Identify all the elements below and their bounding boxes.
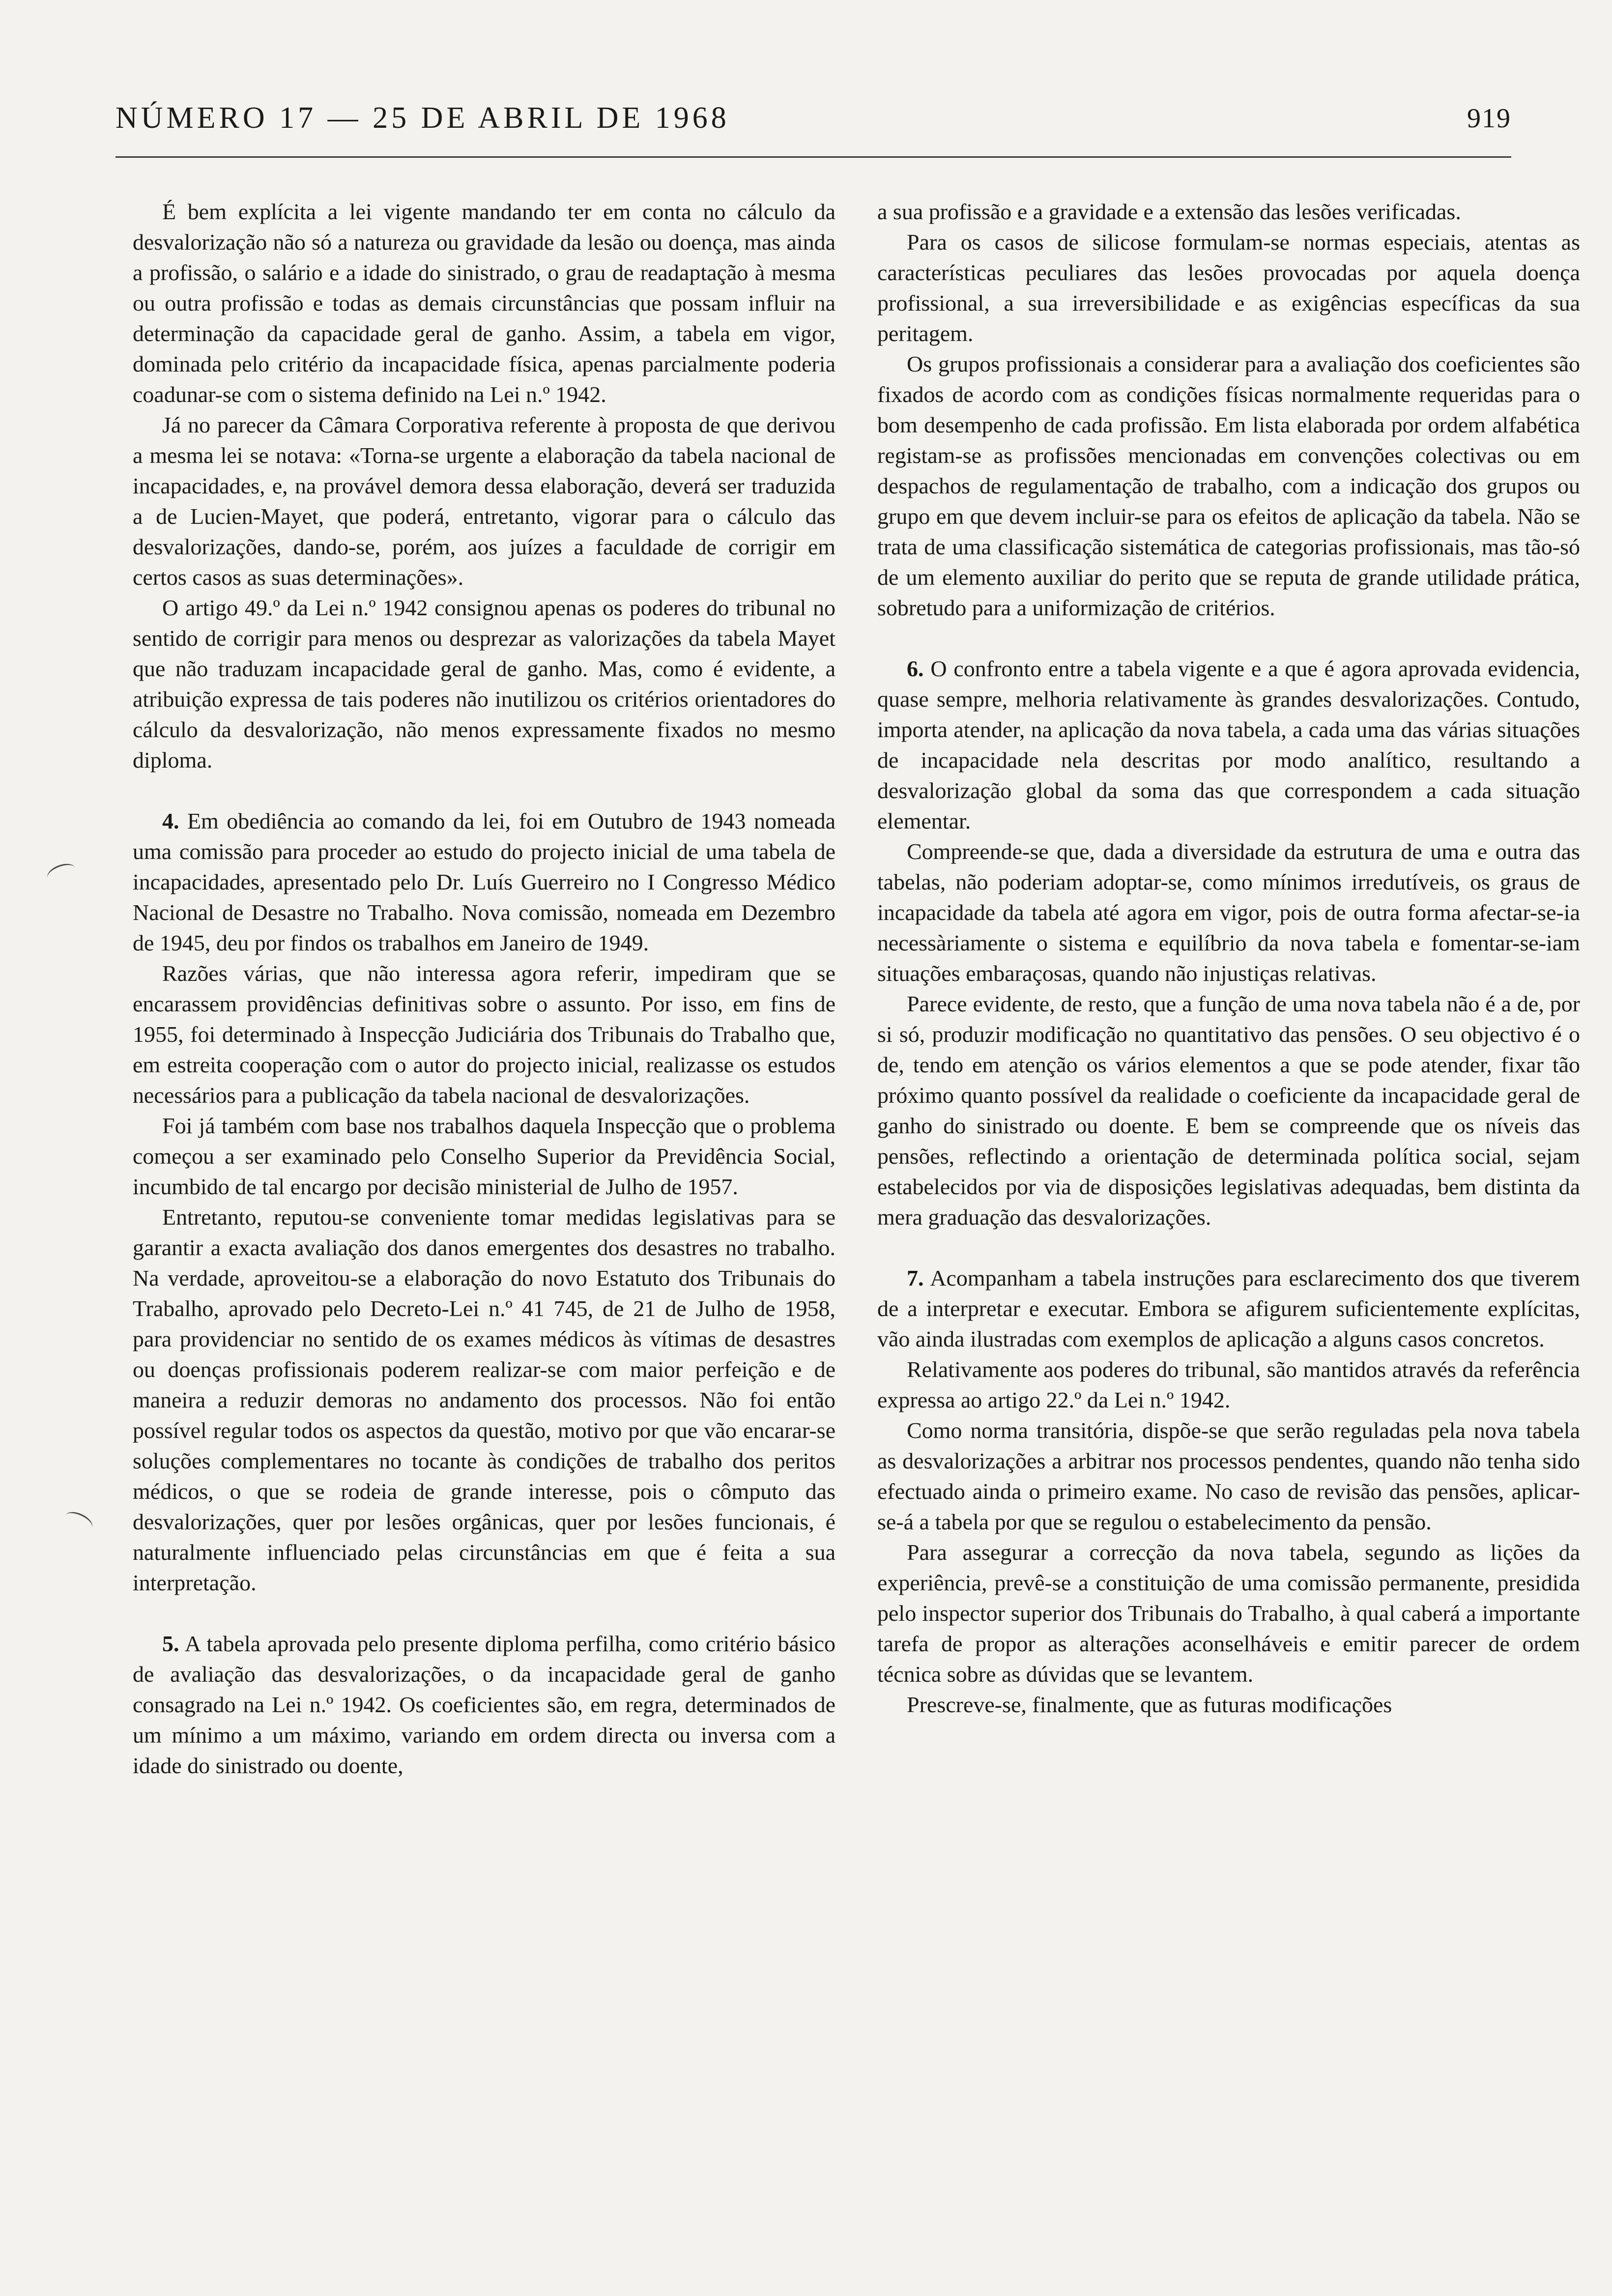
- paragraph: [877, 197, 1580, 227]
- paragraph-text: Parece evidente, de resto, que a função de uma nova tabela não é a de, por si só, produzir modificação no quantitativo das pensões. O seu objectivo é o de, tendo em atenção os vários elementos a que se pode atender, fixar tão próximo quanto possível da realidade o coeficiente da incapacidade geral de ganho do sinistrado ou doente. E bem se compreende que os níveis das pensões, reflectindo a orientação de determinada política social, sejam estabelecidos por via de disposições legislativas adequadas, bem distinta da mera graduação das desvalorizações.: [877, 991, 1580, 1230]
- paragraph-text: Compreende-se que, dada a diversidade da estrutura de uma e outra das tabelas, não poderiam adoptar-se, como mínimos irredutíveis, os graus de incapacidade da tabela até agora em vigor, pois de outra forma afectar-se-ia necessàriamente o sistema e equilíbrio da nova tabela e fomentar-se-iam situações embaraçosas, quando não injustiças relativas.: [877, 839, 1580, 986]
- left-column: [133, 197, 835, 1781]
- paragraph: [877, 1537, 1580, 1690]
- paragraph-text: Para os casos de silicose formulam-se normas especiais, atentas as características peculiares das lesões provocadas por aquela doença profissional, a sua irreversibilidade e as exigências específicas da sua peritagem.: [877, 230, 1580, 346]
- paragraph: [877, 654, 1580, 836]
- paragraph: [133, 806, 835, 958]
- paragraph: [877, 836, 1580, 989]
- paragraph-text: É bem explícita a lei vigente mandando ter em conta no cálculo da desvalorização não só a natureza ou gravidade da lesão ou doença, mas ainda a profissão, o salário e a idade do sinistrado, o grau de readaptação à mesma ou outra profissão e todas as demais circunstâncias que possam influir na determinação da capacidade geral de ganho. Assim, a tabela em vigor, dominada pelo critério da incapacidade física, apenas parcialmente poderia coadunar-se com o sistema definido na Lei n.º 1942.: [133, 199, 835, 407]
- paragraph-text: Foi já também com base nos trabalhos daquela Inspecção que o problema começou a ser examinado pelo Conselho Superior da Previdência Social, incumbido de tal encargo por decisão ministerial de Julho de 1957.: [133, 1113, 835, 1199]
- paragraph: [877, 227, 1580, 349]
- paragraph-text: Como norma transitória, dispõe-se que serão reguladas pela nova tabela as desvalorizações a arbitrar nos processos pendentes, quando não tenha sido efectuado ainda o primeiro exame. No caso de revisão das pensões, aplicar-se-á a tabela por que se regulou o estabelecimento da pensão.: [877, 1418, 1580, 1534]
- paragraph-text: Os grupos profissionais a considerar para a avaliação dos coeficientes são fixados de acordo com as condições físicas normalmente requeridas para o bom desempenho de cada profissão. Em lista elaborada por ordem alfabética registam-se as profissões mencionadas em convenções colectivas ou em despachos de regulamentação de trabalho, com a indicação dos grupos ou grupo em que devem incluir-se para os efeitos de aplicação da tabela. Não se trata de uma classificação sistemática de categorias profissionais, mas tão-só de um elemento auxiliar do perito que se reputa de grande utilidade prática, sobretudo para a uniformização de critérios.: [877, 351, 1580, 620]
- paragraph: [133, 1629, 835, 1781]
- paragraph: [877, 1263, 1580, 1354]
- paragraph: [133, 197, 835, 410]
- header-rule: [115, 156, 1511, 158]
- paragraph: [133, 593, 835, 775]
- paragraph-text: Entretanto, reputou-se conveniente tomar medidas legislativas para se garantir a exacta avaliação dos danos emergentes dos desastres no trabalho. Na verdade, aproveitou-se a elaboração do novo Estatuto dos Tribunais do Trabalho, aprovado pelo Decreto-Lei n.º 41 745, de 21 de Julho de 1958, para providenciar no sentido de os exames médicos às vítimas de desastres ou doenças profissionais poderem realizar-se com maior perfeição e de maneira a reduzir demoras no andamento dos processos. Não foi então possível regular todos os aspectos da questão, motivo por que vão encarar-se soluções complementares no tocante às condições de trabalho dos peritos médicos, o que se rodeia de grande interesse, pois o cômputo das desvalorizações, quer por lesões orgânicas, quer por lesões funcionais, é naturalmente influenciado pelas circunstâncias em que é feita a sua interpretação.: [133, 1205, 835, 1595]
- paragraph-text: Razões várias, que não interessa agora referir, impediram que se encarassem providências definitivas sobre o assunto. Por isso, em fins de 1955, foi determinado à Inspecção Judiciária dos Tribunais do Trabalho que, em estreita cooperação com o autor do projecto inicial, realizasse os estudos necessários para a publicação da tabela nacional de desvalorizações.: [133, 961, 835, 1108]
- paragraph-text: A tabela aprovada pelo presente diploma perfilha, como critério básico de avaliação das desvalorizações, o da incapacidade geral de ganho consagrado na Lei n.º 1942. Os coeficientes são, em regra, determinados de um mínimo a um máximo, variando em ordem directa ou inversa com a idade do sinistrado ou doente,: [133, 1631, 836, 1778]
- right-column: [877, 197, 1580, 1720]
- page-number: 919: [1467, 103, 1511, 134]
- section-number: 7.: [907, 1265, 924, 1291]
- paragraph-text: O confronto entre a tabela vigente e a que é agora aprovada evidencia, quase sempre, melhoria relativamente às grandes desvalorizações. Contudo, importa atender, na aplicação da nova tabela, a cada uma das várias situações de incapacidade nela descritas por modo analítico, resultando a desvalorização global da soma das que correspondem a cada situação elementar.: [877, 656, 1580, 833]
- paragraph-text: Relativamente aos poderes do tribunal, são mantidos através da referência expressa ao artigo 22.º da Lei n.º 1942.: [877, 1357, 1580, 1412]
- section-number: 6.: [907, 656, 924, 681]
- section-number: 4.: [162, 808, 179, 833]
- paragraph: [877, 1415, 1580, 1537]
- paragraph: [133, 1202, 835, 1598]
- paragraph-text: O artigo 49.º da Lei n.º 1942 consignou apenas os poderes do tribunal no sentido de corrigir para menos ou desprezar as valorizações da tabela Mayet que não traduzam incapacidade geral de ganho. Mas, como é evidente, a atribuição expressa de tais poderes não inutilizou os critérios orientadores do cálculo da desvalorização, não menos expressamente fixados no mesmo diploma.: [133, 595, 835, 773]
- margin-mark: [45, 861, 78, 886]
- margin-mark: [62, 1508, 95, 1535]
- paragraph-text: Acompanham a tabela instruções para esclarecimento dos que tiverem de a interpretar e executar. Embora se afigurem suficientemente explícitas, vão ainda ilustradas com exemplos de aplicação a alguns casos concretos.: [877, 1265, 1580, 1351]
- paragraph: [877, 1354, 1580, 1415]
- paragraph-text: Para assegurar a correcção da nova tabela, segundo as lições da experiência, prevê-se a constituição de uma comissão permanente, presidida pelo inspector superior dos Tribunais do Trabalho, à qual caberá a importante tarefa de propor as alterações aconselháveis e emitir parecer de ordem técnica sobre as dúvidas que se levantem.: [877, 1540, 1580, 1687]
- paragraph-text: Em obediência ao comando da lei, foi em Outubro de 1943 nomeada uma comissão para proceder ao estudo do projecto inicial de uma tabela de incapacidades, apresentado pelo Dr. Luís Guerreiro no I Congresso Médico Nacional de Desastre no Trabalho. Nova comissão, nomeada em Dezembro de 1945, deu por findos os trabalhos em Janeiro de 1949.: [133, 808, 835, 955]
- paragraph: [133, 410, 835, 593]
- paragraph: [133, 1111, 835, 1202]
- paragraph: [877, 349, 1580, 623]
- section-number: 5.: [162, 1631, 179, 1656]
- page-header: [115, 101, 1511, 143]
- paragraph-text: a sua profissão e a gravidade e a extensão das lesões verificadas.: [877, 199, 1461, 224]
- paragraph: [133, 958, 835, 1111]
- paragraph-text: Já no parecer da Câmara Corporativa referente à proposta de que derivou a mesma lei se notava: «Torna-se urgente a elaboração da tabela nacional de incapacidades, e, na provável demora dessa elaboração, deverá ser traduzida a de Lucien-Mayet, que poderá, entretanto, vigorar para o cálculo das desvalorizações, dando-se, porém, aos juízes a faculdade de corrigir em certos casos as suas determinações».: [133, 412, 835, 590]
- paragraph-text: Prescreve-se, finalmente, que as futuras modificações: [907, 1692, 1392, 1717]
- header-title: NÚMERO 17 — 25 DE ABRIL DE 1968: [115, 101, 730, 135]
- paragraph: [877, 989, 1580, 1233]
- paragraph: [877, 1690, 1580, 1720]
